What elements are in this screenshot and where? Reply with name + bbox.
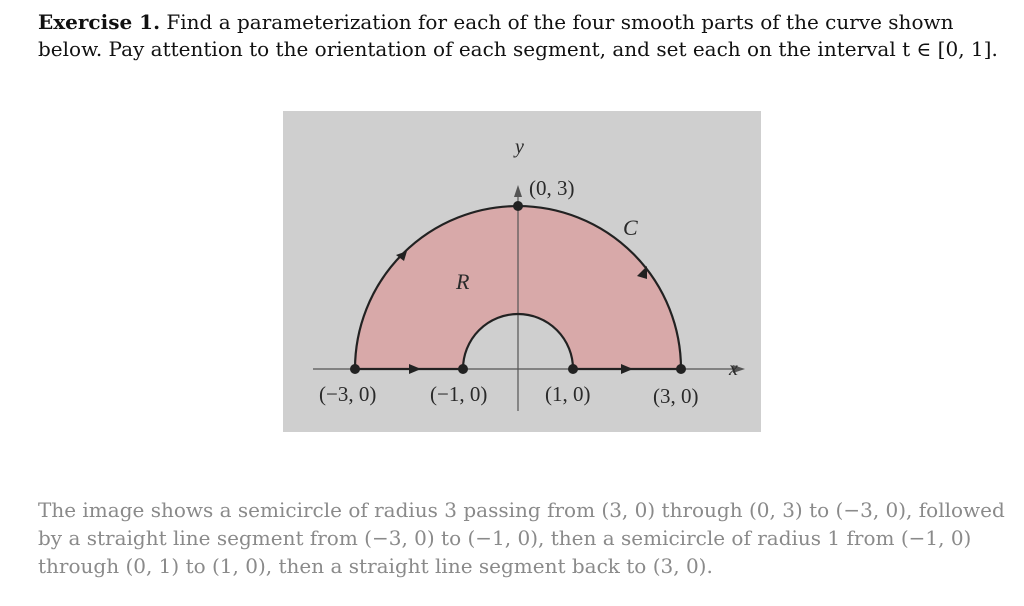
point-neg1-label: (−1, 0) [430,382,488,406]
point-pos1-marker [568,364,578,374]
x-axis-label: x [729,358,738,380]
exercise-text: Find a parameterization for each of the four smooth parts of the curve shown below. Pay attention to the orientation of each segment, and set each on the interval t ∈ [0, 1]. [38,10,998,61]
point-pos1-label: (1, 0) [545,382,591,406]
region-r-label: R [456,269,470,294]
point-top-label: (0, 3) [529,176,575,200]
curve-c-label: C [623,215,638,240]
point-neg3-label: (−3, 0) [319,382,377,406]
exercise-number: Exercise 1. [38,10,161,34]
curve-figure [283,111,761,432]
y-axis-arrow [514,185,522,197]
point-neg3-marker [350,364,360,374]
point-neg1-marker [458,364,468,374]
point-top-marker [513,201,523,211]
y-axis-label: y [515,136,524,158]
point-pos3-marker [676,364,686,374]
point-pos3-label: (3, 0) [653,384,699,408]
exercise-statement [38,9,1010,63]
figure-description: The image shows a semicircle of radius 3 passing from (3, 0) through (0, 3) to (−3, 0), followed by a straight line segment from (−3, 0) to (−1, 0), then a semicircle of radius 1 from (−1, 0) through (0, 1) to (1, 0), then a straight line segment back to (3, 0). [38,498,1005,578]
curve-diagram [283,111,761,432]
